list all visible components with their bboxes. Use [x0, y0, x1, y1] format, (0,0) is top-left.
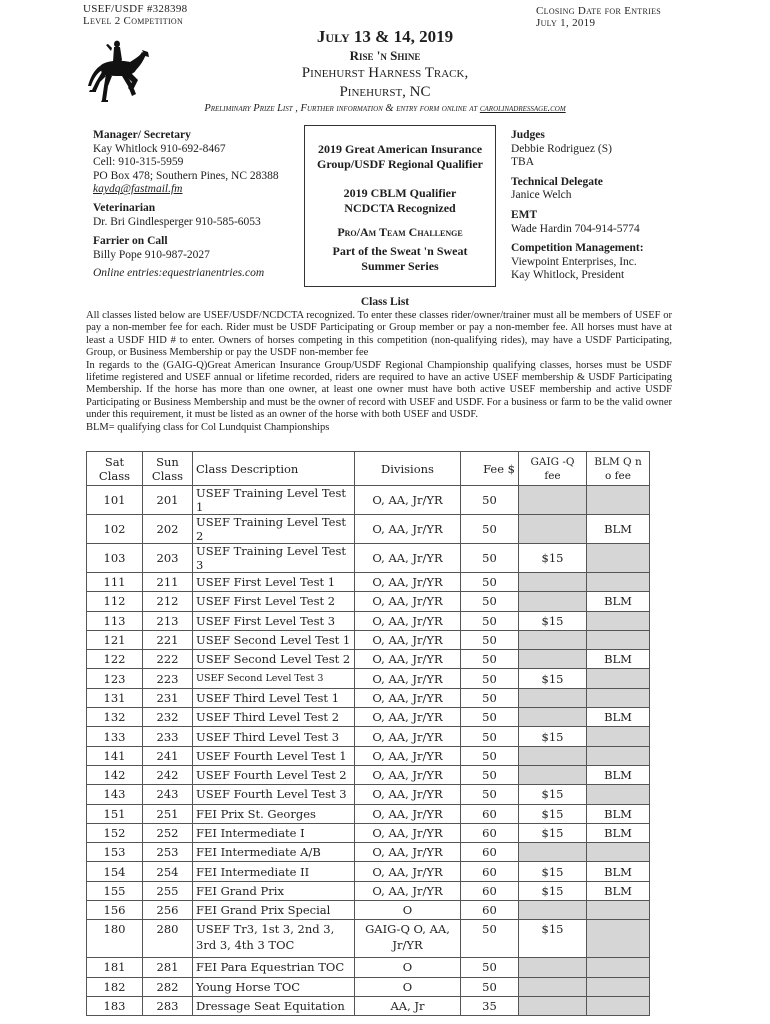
divisions-cell: O [355, 977, 461, 996]
blm-cell: BLM [587, 881, 650, 900]
fee-cell: 50 [461, 544, 519, 573]
divisions-cell: O, AA, Jr/YR [355, 544, 461, 573]
header-sun-class: Sun Class [143, 452, 193, 486]
judges-heading: Judges [511, 129, 545, 141]
class-list-title: Class List [360, 296, 410, 308]
sun-class-cell: 256 [143, 901, 193, 920]
table-row [87, 901, 650, 920]
sun-class-cell: 231 [143, 688, 193, 707]
class-table [86, 451, 650, 1016]
table-row [87, 804, 650, 823]
table-row [87, 708, 650, 727]
table-row [87, 727, 650, 746]
sun-class-cell: 253 [143, 843, 193, 862]
gaig-fee-cell: $15 [519, 669, 587, 688]
table-row [87, 544, 650, 573]
sun-class-cell: 255 [143, 881, 193, 900]
blm-cell: BLM [587, 765, 650, 784]
class-description-cell: USEF First Level Test 1 [193, 573, 355, 592]
rules-text [86, 310, 672, 434]
fee-cell: 50 [461, 765, 519, 784]
sun-class-cell: 283 [143, 996, 193, 1015]
blm-cell [587, 977, 650, 996]
header-divisions: Divisions [355, 452, 461, 486]
table-row [87, 611, 650, 630]
sat-class-cell: 133 [87, 727, 143, 746]
blm-cell [587, 669, 650, 688]
blm-cell: BLM [587, 650, 650, 669]
divisions-cell: O, AA, Jr/YR [355, 486, 461, 515]
divisions-cell: O, AA, Jr/YR [355, 746, 461, 765]
gaig-fee-cell [519, 630, 587, 649]
sat-class-cell: 182 [87, 977, 143, 996]
divisions-cell: O, AA, Jr/YR [355, 765, 461, 784]
vet-name: Dr. Bri Gindlesperger 910-585-6053 [93, 215, 261, 228]
fee-cell: 60 [461, 823, 519, 842]
sun-class-cell: 243 [143, 785, 193, 804]
qualifier-line2: Group/USDF Regional Qualifier [316, 157, 483, 171]
sun-class-cell: 280 [143, 920, 193, 958]
class-description-cell: USEF Third Level Test 3 [193, 727, 355, 746]
sat-class-cell: 103 [87, 544, 143, 573]
fee-cell: 50 [461, 785, 519, 804]
qualifier-line4: NCDCTA Recognized [344, 201, 456, 215]
closing-date: July 1, 2019 [536, 17, 596, 29]
judge-1: Debbie Rodriguez (S) [511, 142, 612, 155]
class-description-cell: FEI Prix St. Georges [193, 804, 355, 823]
blm-cell [587, 727, 650, 746]
judge-2: TBA [511, 156, 534, 169]
gaig-fee-cell: $15 [519, 804, 587, 823]
divisions-cell: O, AA, Jr/YR [355, 727, 461, 746]
sat-class-cell: 181 [87, 958, 143, 977]
blm-cell [587, 611, 650, 630]
divisions-cell: O [355, 901, 461, 920]
fee-cell: 50 [461, 688, 519, 707]
sun-class-cell: 201 [143, 486, 193, 515]
sun-class-cell: 232 [143, 708, 193, 727]
sun-class-cell: 203 [143, 544, 193, 573]
gaig-fee-cell [519, 486, 587, 515]
gaig-fee-cell [519, 901, 587, 920]
class-description-cell: USEF First Level Test 3 [193, 611, 355, 630]
sat-class-cell: 154 [87, 862, 143, 881]
gaig-fee-cell: $15 [519, 920, 587, 958]
divisions-cell: O, AA, Jr/YR [355, 592, 461, 611]
class-description-cell: USEF Training Level Test 2 [193, 515, 355, 544]
manager-address: PO Box 478; Southern Pines, NC 28388 [93, 169, 279, 182]
table-row [87, 573, 650, 592]
divisions-cell: O, AA, Jr/YR [355, 785, 461, 804]
gaig-fee-cell [519, 765, 587, 784]
blm-cell: BLM [587, 823, 650, 842]
sun-class-cell: 241 [143, 746, 193, 765]
gaig-fee-cell [519, 592, 587, 611]
table-row [87, 765, 650, 784]
fee-cell: 35 [461, 996, 519, 1015]
td-heading: Technical Delegate [511, 175, 603, 188]
gaig-fee-cell: $15 [519, 785, 587, 804]
manager-heading: Manager/ Secretary [93, 129, 191, 141]
officials-right [511, 129, 711, 283]
divisions-cell: O, AA, Jr/YR [355, 688, 461, 707]
divisions-cell: O, AA, Jr/YR [355, 669, 461, 688]
gaig-fee-cell [519, 958, 587, 977]
event-name: Rise 'n Shine [349, 48, 421, 63]
sun-class-cell: 223 [143, 669, 193, 688]
gaig-fee-cell [519, 843, 587, 862]
sat-class-cell: 156 [87, 901, 143, 920]
venue-line2: Pinehurst, NC [339, 84, 431, 100]
table-row [87, 592, 650, 611]
sat-class-cell: 102 [87, 515, 143, 544]
sat-class-cell: 143 [87, 785, 143, 804]
class-description-cell: USEF Second Level Test 2 [193, 650, 355, 669]
class-description-cell: USEF First Level Test 2 [193, 592, 355, 611]
class-description-cell: USEF Fourth Level Test 1 [193, 746, 355, 765]
gaig-fee-cell: $15 [519, 727, 587, 746]
sun-class-cell: 242 [143, 765, 193, 784]
officials-left [93, 129, 303, 281]
gaig-fee-cell: $15 [519, 544, 587, 573]
blm-cell: BLM [587, 708, 650, 727]
class-description-cell: USEF Training Level Test 1 [193, 486, 355, 515]
gaig-fee-cell [519, 977, 587, 996]
mgmt-heading: Competition Management: [511, 242, 644, 255]
class-description-cell: USEF Third Level Test 1 [193, 688, 355, 707]
blm-cell [587, 746, 650, 765]
vet-heading: Veterinarian [93, 201, 156, 214]
sun-class-cell: 221 [143, 630, 193, 649]
blm-cell [587, 843, 650, 862]
closing-date-label: Closing Date for Entries [536, 5, 662, 17]
class-description-cell: FEI Intermediate I [193, 823, 355, 842]
class-description-cell: USEF Fourth Level Test 2 [193, 765, 355, 784]
rules-paragraph-2: In regards to the (GAIG-Q)Great American Insurance Group/USDF Regional Championship qualifying classes, horses must be USDF lifetime registered and USEF annual or lifetime recorded, riders are required to have an active USEF membership & USDF Participating Membership. If the horse has more than one owner, at least one owner must have both active USEF membership and active USDF Participating or Business Membership and must be the owner of record with USEF and USDF. For a business or farm to be the valid owner under this requirement, it must be listed as an owner of the horse with both USEF and USDF. [86, 359, 672, 421]
table-row [87, 688, 650, 707]
divisions-cell: O, AA, Jr/YR [355, 630, 461, 649]
mgmt-company: Viewpoint Enterprises, Inc. [511, 255, 637, 268]
title-block [250, 27, 520, 102]
blm-cell: BLM [587, 592, 650, 611]
class-description-cell: USEF Tr3, 1st 3, 2nd 3, 3rd 3, 4th 3 TOC [193, 920, 355, 958]
class-description-cell: USEF Second Level Test 1 [193, 630, 355, 649]
sun-class-cell: 222 [143, 650, 193, 669]
gaig-fee-cell [519, 573, 587, 592]
sun-class-cell: 212 [143, 592, 193, 611]
divisions-cell: O, AA, Jr/YR [355, 862, 461, 881]
gaig-fee-cell [519, 996, 587, 1015]
event-date: July 13 & 14, 2019 [316, 27, 454, 46]
sun-class-cell: 252 [143, 823, 193, 842]
table-row [87, 823, 650, 842]
fee-cell: 60 [461, 862, 519, 881]
sun-class-cell: 281 [143, 958, 193, 977]
qualifier-line3: 2019 CBLM Qualifier [343, 186, 457, 200]
gaig-fee-cell [519, 688, 587, 707]
table-header-row [87, 452, 650, 486]
divisions-cell: O, AA, Jr/YR [355, 804, 461, 823]
blm-cell: BLM [587, 804, 650, 823]
sat-class-cell: 151 [87, 804, 143, 823]
table-row [87, 920, 650, 958]
website-link[interactable]: carolinadressage.com [479, 103, 566, 114]
fee-cell: 50 [461, 727, 519, 746]
sat-class-cell: 153 [87, 843, 143, 862]
fee-cell: 50 [461, 669, 519, 688]
table-row [87, 515, 650, 544]
sat-class-cell: 121 [87, 630, 143, 649]
header-right [536, 5, 661, 29]
fee-cell: 50 [461, 611, 519, 630]
sun-class-cell: 213 [143, 611, 193, 630]
table-row [87, 650, 650, 669]
fee-cell: 50 [461, 958, 519, 977]
sat-class-cell: 155 [87, 881, 143, 900]
rules-paragraph-1: All classes listed below are USEF/USDF/NCDCTA recognized. To enter these classes rider/owner/trainer must all be members of USEF or pay a non-member fee for each. Rider must be USDF Participating or Group member or pay a non-member fee. All horses must have at least a USDF HID # to enter. Owners of horses competing in this competition (non-qualifying rides), may have a USDF Participating, Group, or Business Membership or pay the USDF non-member fee [86, 310, 672, 359]
gaig-fee-cell [519, 650, 587, 669]
divisions-cell: O, AA, Jr/YR [355, 881, 461, 900]
table-row [87, 669, 650, 688]
sat-class-cell: 131 [87, 688, 143, 707]
sat-class-cell: 112 [87, 592, 143, 611]
farrier-heading: Farrier on Call [93, 235, 168, 248]
fee-cell: 50 [461, 515, 519, 544]
sat-class-cell: 132 [87, 708, 143, 727]
blm-cell [587, 958, 650, 977]
blm-cell [587, 544, 650, 573]
divisions-cell: O [355, 958, 461, 977]
manager-email[interactable]: kaydq@fastmail.fm [93, 183, 183, 196]
sun-class-cell: 254 [143, 862, 193, 881]
fee-cell: 60 [461, 843, 519, 862]
fee-cell: 60 [461, 901, 519, 920]
sun-class-cell: 282 [143, 977, 193, 996]
divisions-cell: O, AA, Jr/YR [355, 650, 461, 669]
blm-cell [587, 630, 650, 649]
class-description-cell: FEI Grand Prix Special [193, 901, 355, 920]
table-row [87, 862, 650, 881]
fee-cell: 50 [461, 746, 519, 765]
class-description-cell: USEF Training Level Test 3 [193, 544, 355, 573]
rules-paragraph-3: BLM= qualifying class for Col Lundquist Championships [86, 421, 330, 433]
table-row [87, 630, 650, 649]
class-description-cell: USEF Second Level Test 3 [193, 669, 355, 688]
class-description-cell: Young Horse TOC [193, 977, 355, 996]
blm-cell [587, 573, 650, 592]
gaig-fee-cell: $15 [519, 611, 587, 630]
qualifier-line6: Part of the Sweat 'n Sweat [332, 244, 468, 258]
header-fee: Fee $ [461, 452, 519, 486]
class-description-cell: USEF Third Level Test 2 [193, 708, 355, 727]
fee-cell: 50 [461, 650, 519, 669]
qualifier-line1: 2019 Great American Insurance [317, 142, 483, 156]
fee-cell: 60 [461, 881, 519, 900]
sat-class-cell: 122 [87, 650, 143, 669]
fee-cell: 50 [461, 486, 519, 515]
sat-class-cell: 111 [87, 573, 143, 592]
td-name: Janice Welch [511, 189, 572, 202]
divisions-cell: O, AA, Jr/YR [355, 573, 461, 592]
fee-cell: 50 [461, 977, 519, 996]
divisions-cell: O, AA, Jr/YR [355, 611, 461, 630]
table-row [87, 486, 650, 515]
fee-cell: 60 [461, 804, 519, 823]
gaig-fee-cell [519, 515, 587, 544]
table-row [87, 843, 650, 862]
blm-cell [587, 901, 650, 920]
divisions-cell: O, AA, Jr/YR [355, 708, 461, 727]
qualifier-line7: Summer Series [361, 259, 439, 273]
fee-cell: 50 [461, 708, 519, 727]
sun-class-cell: 233 [143, 727, 193, 746]
gaig-fee-cell [519, 708, 587, 727]
blm-cell [587, 920, 650, 958]
prelim-text: Preliminary Prize List , Further information & entry form online at [204, 103, 480, 114]
gaig-fee-cell: $15 [519, 823, 587, 842]
header-blm-q: BLM Q n o fee [587, 452, 650, 486]
header-gaig-fee: GAIG -Q fee [519, 452, 587, 486]
fee-cell: 50 [461, 920, 519, 958]
emt-heading: EMT [511, 208, 538, 221]
sun-class-cell: 211 [143, 573, 193, 592]
table-row [87, 785, 650, 804]
blm-cell [587, 486, 650, 515]
sat-class-cell: 113 [87, 611, 143, 630]
class-description-cell: Dressage Seat Equitation [193, 996, 355, 1015]
divisions-cell: AA, Jr [355, 996, 461, 1015]
sat-class-cell: 101 [87, 486, 143, 515]
table-row [87, 746, 650, 765]
competition-number: USEF/USDF #328398 [83, 3, 188, 15]
gaig-fee-cell: $15 [519, 862, 587, 881]
farrier-name: Billy Pope 910-987-2027 [93, 248, 210, 261]
divisions-cell: O, AA, Jr/YR [355, 823, 461, 842]
qualifier-box [304, 125, 496, 287]
venue-line1: Pinehurst Harness Track, [301, 65, 469, 81]
manager-cell: Cell: 910-315-5959 [93, 156, 184, 169]
sat-class-cell: 183 [87, 996, 143, 1015]
divisions-cell: GAIG-Q O, AA, Jr/YR [355, 920, 461, 958]
qualifier-line5: Pro/Am Team Challenge [337, 225, 463, 239]
sat-class-cell: 152 [87, 823, 143, 842]
fee-cell: 50 [461, 573, 519, 592]
divisions-cell: O, AA, Jr/YR [355, 843, 461, 862]
table-row [87, 958, 650, 977]
sat-class-cell: 180 [87, 920, 143, 958]
table-row [87, 881, 650, 900]
preliminary-prize-list [0, 103, 770, 114]
sun-class-cell: 251 [143, 804, 193, 823]
header-sat-class: Sat Class [87, 452, 143, 486]
class-description-cell: FEI Para Equestrian TOC [193, 958, 355, 977]
blm-cell: BLM [587, 515, 650, 544]
table-row [87, 977, 650, 996]
gaig-fee-cell: $15 [519, 881, 587, 900]
header-class-description: Class Description [193, 452, 355, 486]
sat-class-cell: 142 [87, 765, 143, 784]
blm-cell [587, 688, 650, 707]
class-description-cell: USEF Fourth Level Test 3 [193, 785, 355, 804]
sat-class-cell: 141 [87, 746, 143, 765]
blm-cell [587, 996, 650, 1015]
table-row [87, 996, 650, 1015]
gaig-fee-cell [519, 746, 587, 765]
sun-class-cell: 202 [143, 515, 193, 544]
divisions-cell: O, AA, Jr/YR [355, 515, 461, 544]
mgmt-person: Kay Whitlock, President [511, 269, 625, 282]
emt-name: Wade Hardin 704-914-5774 [511, 222, 640, 235]
class-description-cell: FEI Intermediate A/B [193, 843, 355, 862]
fee-cell: 50 [461, 630, 519, 649]
blm-cell: BLM [587, 862, 650, 881]
class-description-cell: FEI Grand Prix [193, 881, 355, 900]
competition-level: Level 2 Competition [83, 15, 184, 27]
manager-name: Kay Whitlock 910-692-8467 [93, 142, 226, 155]
header-left [83, 3, 187, 27]
online-entries: Online entries:equestrianentries.com [93, 267, 265, 280]
blm-cell [587, 785, 650, 804]
class-description-cell: FEI Intermediate II [193, 862, 355, 881]
dressage-horse-logo [82, 38, 152, 112]
fee-cell: 50 [461, 592, 519, 611]
sat-class-cell: 123 [87, 669, 143, 688]
